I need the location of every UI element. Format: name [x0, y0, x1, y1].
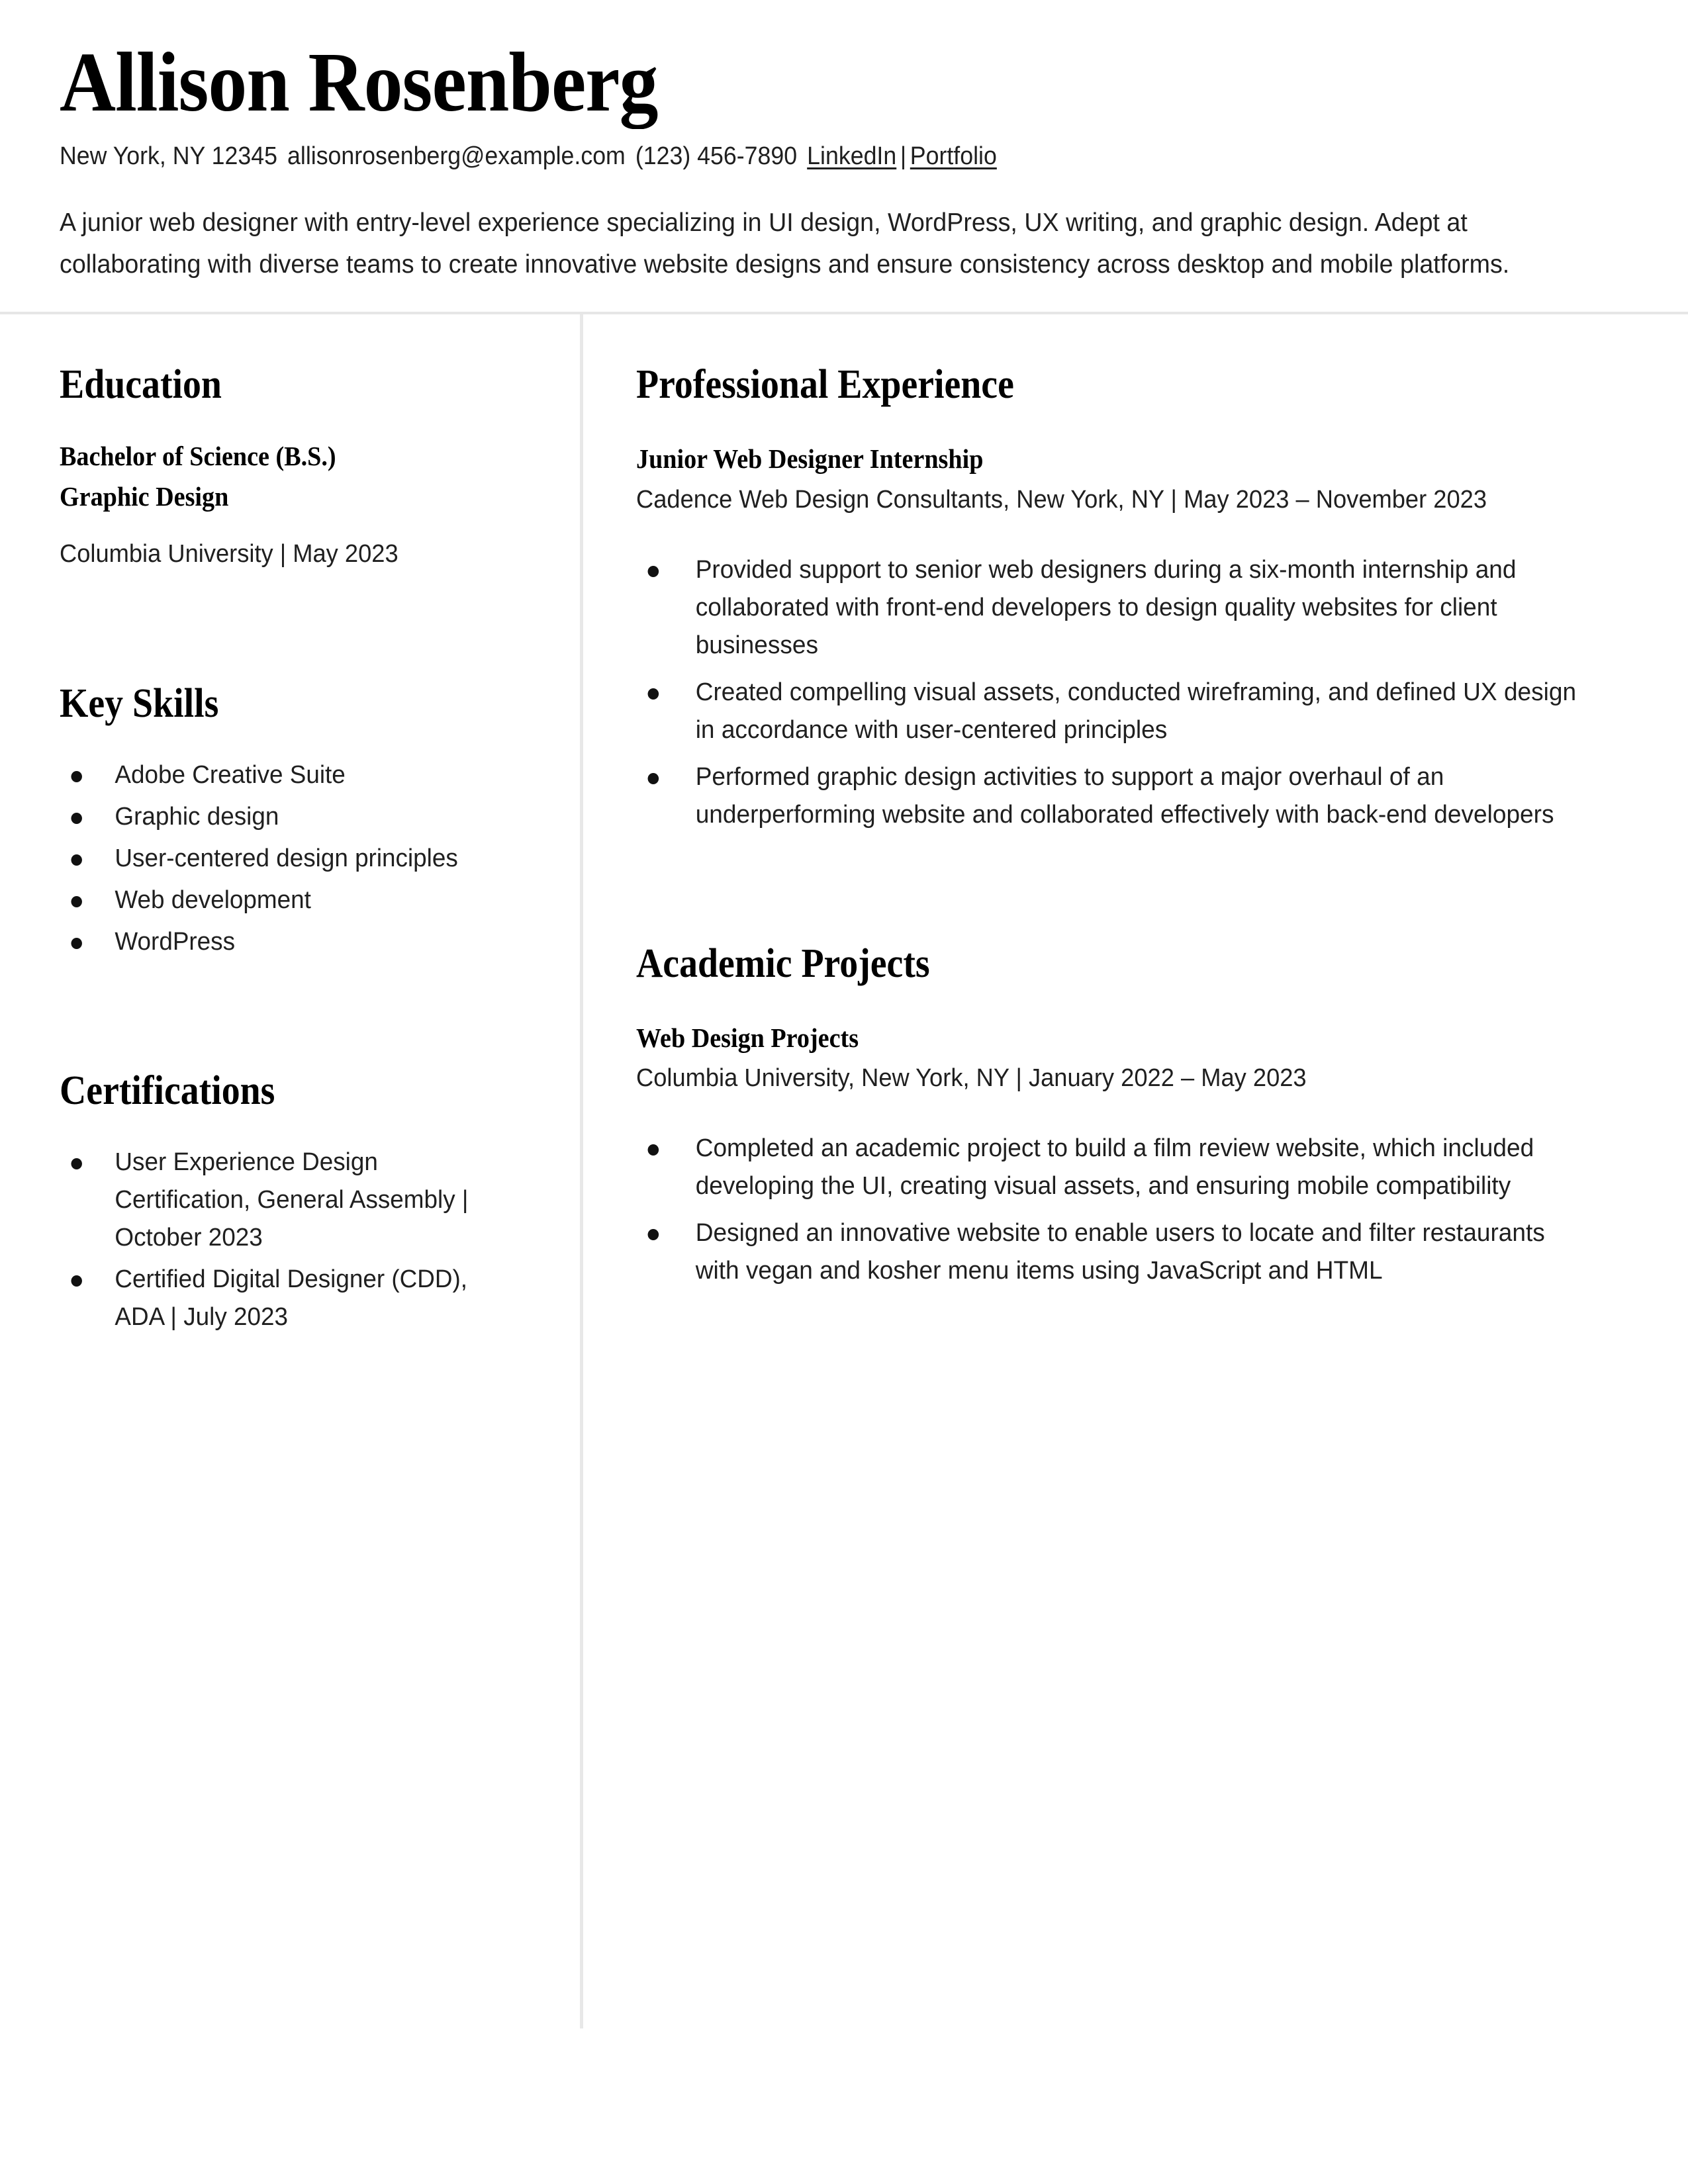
degree-line-2: Graphic Design [60, 480, 229, 512]
key-skills-section [60, 681, 534, 961]
list-item: Completed an academic project to build a film review website, which included developing the UI, creating visual assets, and ensuring mobile compatibility [636, 1130, 1584, 1205]
contact-location: New York, NY 12345 [60, 142, 277, 171]
link-divider: | [900, 142, 907, 171]
list-item: User Experience Design Certification, General Assembly | October 2023 [60, 1144, 520, 1257]
professional-summary: A junior web designer with entry-level experience specializing in UI design, WordPress, UX writing, and graphic design. Adept at collaborating with diverse teams to create innovative website designs and ensure consistency across desktop and mobile platforms. [60, 208, 1510, 279]
list-item: Designed an innovative website to enable users to locate and filter restaurants with vegan and kosher menu items using JavaScript and HTML [636, 1214, 1584, 1290]
contact-line [60, 140, 1534, 173]
list-item: Performed graphic design activities to support a major overhaul of an underperforming website and collaborated effectively with back-end developers [636, 758, 1584, 834]
job-meta: Cadence Web Design Consultants, New York, NY | May 2023 – November 2023 [636, 485, 1487, 514]
key-skills-heading: Key Skills [60, 681, 219, 727]
list-item: Created compelling visual assets, conducted wireframing, and defined UX design in accordance with user-centered principles [636, 674, 1584, 749]
education-gap [60, 518, 534, 535]
right-column [583, 314, 1688, 2028]
certifications-heading: Certifications [60, 1068, 275, 1114]
list-item: Certified Digital Designer (CDD), ADA | July 2023 [60, 1261, 520, 1336]
section-spacer [60, 620, 534, 681]
resume-body [0, 314, 1688, 2028]
academic-projects-section [636, 941, 1609, 1291]
list-item: User-centered design principles [60, 840, 520, 878]
page-title: Allison Rosenberg [60, 35, 658, 129]
left-column [0, 314, 580, 2028]
certifications-section [60, 1068, 534, 1336]
education-heading: Education [60, 361, 222, 407]
professional-experience-heading: Professional Experience [636, 361, 1014, 407]
list-item: Graphic design [60, 798, 520, 836]
list-item: WordPress [60, 923, 520, 961]
contact-phone: (123) 456-7890 [635, 142, 798, 171]
list-item: Web development [60, 882, 520, 919]
education-school: Columbia University | May 2023 [60, 540, 399, 569]
key-skills-list [60, 756, 520, 961]
section-spacer [636, 880, 1609, 941]
education-section [60, 362, 534, 574]
portfolio-link[interactable]: Portfolio [910, 142, 997, 171]
degree-line-1: Bachelor of Science (B.S.) [60, 441, 336, 472]
experience-entry [636, 440, 1609, 833]
contact-email: allisonrosenberg@example.com [287, 142, 626, 171]
job-title: Junior Web Designer Internship [636, 443, 984, 475]
certifications-list [60, 1144, 520, 1336]
resume-header [0, 0, 1688, 285]
job-bullets [636, 551, 1584, 834]
project-bullets [636, 1130, 1584, 1290]
project-meta: Columbia University, New York, NY | January 2022 – May 2023 [636, 1064, 1307, 1093]
professional-experience-section [636, 362, 1609, 834]
list-item: Adobe Creative Suite [60, 756, 520, 794]
project-entry [636, 1019, 1609, 1290]
academic-projects-heading: Academic Projects [636, 940, 930, 986]
list-item: Provided support to senior web designers during a six-month internship and collaborated with front-end developers to design quality websites for client businesses [636, 551, 1584, 664]
project-title: Web Design Projects [636, 1022, 859, 1053]
linkedin-link[interactable]: LinkedIn [807, 142, 897, 171]
section-spacer [60, 1007, 534, 1068]
